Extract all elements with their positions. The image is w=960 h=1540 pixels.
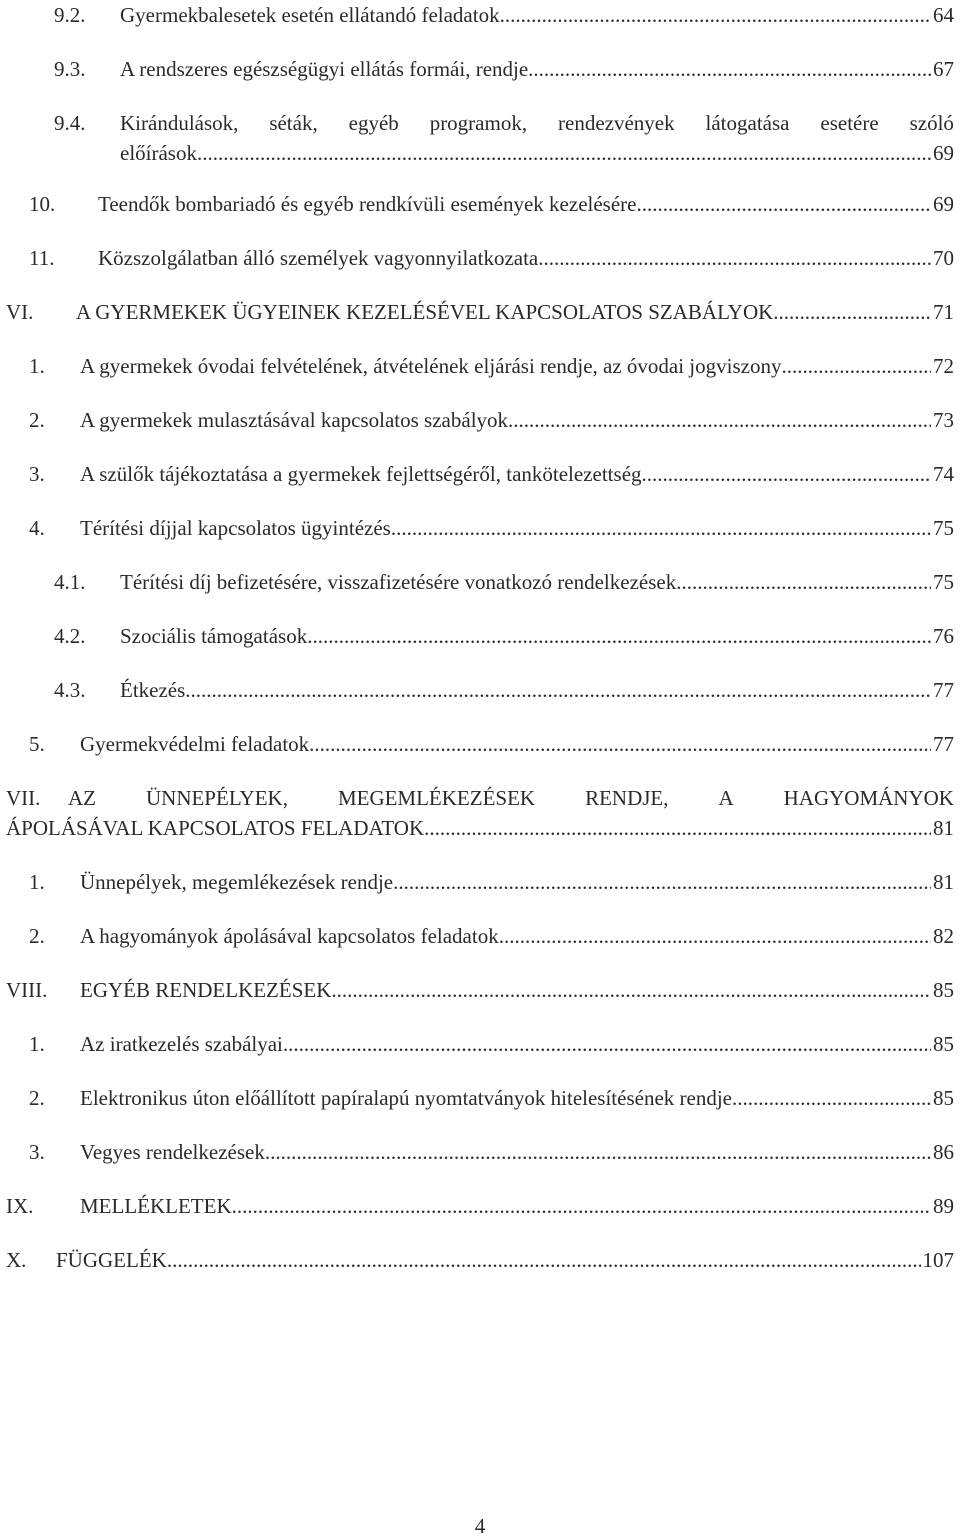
- toc-entry-page: 69: [933, 192, 954, 216]
- dot-leader: [185, 675, 931, 705]
- toc-entry-number: 4.2.: [54, 624, 86, 648]
- toc-entry-title: EGYÉB RENDELKEZÉSEK: [80, 978, 332, 1002]
- toc-entry-number: 1.: [29, 354, 45, 378]
- toc-entry-page: 75: [933, 516, 954, 540]
- toc-entry[interactable]: [0, 513, 960, 543]
- toc-entry[interactable]: [0, 0, 960, 30]
- toc-entry-number: 1.: [29, 870, 45, 894]
- title-word: AZ: [68, 786, 96, 810]
- toc-entry-page: 81: [933, 870, 954, 894]
- toc-entry-title: MELLÉKLETEK: [80, 1194, 232, 1218]
- toc-entry-page: 85: [933, 1032, 954, 1056]
- toc-entry[interactable]: [0, 1083, 960, 1113]
- toc-entry-title: Az iratkezelés szabályai: [80, 1032, 283, 1056]
- title-word: A: [718, 786, 734, 810]
- toc-entry-title: Térítési díj befizetésére, visszafizetésére vonatkozó rendelkezések: [120, 570, 677, 594]
- toc-entry[interactable]: [0, 867, 960, 897]
- dot-leader: [265, 1137, 931, 1167]
- toc-entry[interactable]: [0, 921, 960, 951]
- title-word: Kirándulások,: [120, 111, 239, 135]
- title-word: látogatása: [705, 111, 790, 135]
- toc-entry-page: 85: [933, 978, 954, 1002]
- toc-entry-title: ÁPOLÁSÁVAL KAPCSOLATOS FELADATOK: [6, 816, 425, 840]
- toc-entry-number: 9.3.: [54, 57, 86, 81]
- toc-entry-number: 5.: [29, 732, 45, 756]
- toc-entry-continuation[interactable]: [0, 138, 960, 168]
- toc-entry-number: 4.3.: [54, 678, 86, 702]
- toc-entry-number: VI.: [6, 300, 34, 324]
- toc-entry-page: 64: [933, 3, 954, 27]
- toc-entry-title: Gyermekbalesetek esetén ellátandó feladatok: [120, 3, 500, 27]
- toc-entry-number: 4.1.: [54, 570, 86, 594]
- title-word: séták,: [269, 111, 318, 135]
- toc-entry-number: 4.: [29, 516, 45, 540]
- toc-entry[interactable]: [0, 297, 960, 327]
- toc-entry[interactable]: [0, 351, 960, 381]
- toc-entry[interactable]: [0, 1029, 960, 1059]
- toc-entry-title: Gyermekvédelmi feladatok: [80, 732, 310, 756]
- toc-entry-title: A gyermekek mulasztásával kapcsolatos szabályok: [80, 408, 509, 432]
- dot-leader: [676, 567, 931, 597]
- toc-entry-title: előírások: [120, 141, 197, 165]
- toc-entry[interactable]: [0, 405, 960, 435]
- toc-entry[interactable]: [0, 729, 960, 759]
- toc-entry-number: 3.: [29, 1140, 45, 1164]
- toc-entry-title: Vegyes rendelkezések: [80, 1140, 265, 1164]
- toc-entry-page: 82: [933, 924, 954, 948]
- dot-leader: [307, 621, 931, 651]
- toc-entry-number: X.: [6, 1248, 27, 1272]
- toc-entry-number: 2.: [29, 408, 45, 432]
- title-word: rendezvények: [558, 111, 675, 135]
- toc-entry-title: A GYERMEKEK ÜGYEINEK KEZELÉSÉVEL KAPCSOLATOS SZABÁLYOK: [76, 300, 774, 324]
- toc-entry-number: VIII.: [6, 978, 48, 1002]
- dot-leader: [424, 813, 931, 843]
- toc-entry-title: A szülők tájékoztatása a gyermekek fejlettségéről, tankötelezettség: [80, 462, 642, 486]
- dot-leader: [528, 54, 931, 84]
- toc-entry-number: 1.: [29, 1032, 45, 1056]
- toc-entry-page: 74: [933, 462, 954, 486]
- dot-leader: [309, 729, 931, 759]
- toc-entry[interactable]: [0, 783, 960, 813]
- toc-entry-page: 73: [933, 408, 954, 432]
- toc-entry-number: 11.: [29, 246, 55, 270]
- toc-entry[interactable]: [0, 1137, 960, 1167]
- dot-leader: [232, 1191, 931, 1221]
- title-word: ÜNNEPÉLYEK,: [145, 786, 288, 810]
- dot-leader: [283, 1029, 931, 1059]
- toc-entry-page: 89: [933, 1194, 954, 1218]
- toc-entry-continuation[interactable]: [0, 813, 960, 843]
- dot-leader: [642, 459, 931, 489]
- toc-entry-page: 75: [933, 570, 954, 594]
- toc-entry-title: FÜGGELÉK: [56, 1248, 167, 1272]
- toc-entry-page: 85: [933, 1086, 954, 1110]
- dot-leader: [499, 921, 931, 951]
- toc-entry[interactable]: [0, 621, 960, 651]
- toc-entry-title-line1: [68, 783, 954, 813]
- page-number: 4: [474, 1514, 486, 1538]
- title-word: MEGEMLÉKEZÉSEK: [337, 786, 536, 810]
- dot-leader: [732, 1083, 931, 1113]
- dot-leader: [773, 297, 931, 327]
- dot-leader: [500, 0, 931, 30]
- toc-entry-title: Ünnepélyek, megemlékezések rendje: [80, 870, 394, 894]
- toc-entry-number: 10.: [29, 192, 56, 216]
- toc-entry[interactable]: [0, 675, 960, 705]
- toc-entry-page: 67: [933, 57, 954, 81]
- toc-entry-title: A hagyományok ápolásával kapcsolatos feladatok: [80, 924, 499, 948]
- toc-entry[interactable]: [0, 1191, 960, 1221]
- toc-entry[interactable]: [0, 108, 960, 138]
- toc-entry[interactable]: [0, 1245, 960, 1275]
- toc-entry[interactable]: [0, 567, 960, 597]
- toc-entry-number: 2.: [29, 924, 45, 948]
- toc-entry-title: Szociális támogatások: [120, 624, 308, 648]
- toc-entry-number: 9.2.: [54, 3, 86, 27]
- dot-leader: [538, 243, 931, 273]
- toc-entry-page: 71: [933, 300, 954, 324]
- toc-entry-title: Térítési díjjal kapcsolatos ügyintézés: [80, 516, 391, 540]
- toc-entry-page: 86: [933, 1140, 954, 1164]
- dot-leader: [167, 1245, 921, 1275]
- toc-entry-page: 77: [933, 678, 954, 702]
- toc-entry-title: A gyermekek óvodai felvételének, átvételének eljárási rendje, az óvodai jogviszony: [80, 354, 782, 378]
- dot-leader: [781, 351, 931, 381]
- toc-entry-page: 72: [933, 354, 954, 378]
- toc-entry[interactable]: [0, 459, 960, 489]
- dot-leader: [197, 138, 931, 168]
- toc-entry-number: IX.: [6, 1194, 34, 1218]
- toc-entry-page: 76: [933, 624, 954, 648]
- toc-entry-page: 69: [933, 141, 954, 165]
- toc-entry-title: A rendszeres egészségügyi ellátás formái, rendje: [120, 57, 529, 81]
- title-word: HAGYOMÁNYOK: [783, 786, 954, 810]
- toc-entry-number: 2.: [29, 1086, 45, 1110]
- toc-entry[interactable]: [0, 189, 960, 219]
- toc-entry-number: 3.: [29, 462, 45, 486]
- toc-entry-number: VII.: [6, 786, 41, 810]
- dot-leader: [391, 513, 931, 543]
- toc-entry-title: Közszolgálatban álló személyek vagyonnyilatkozata: [98, 246, 539, 270]
- toc-entry-page: 107: [922, 1248, 954, 1272]
- toc-entry[interactable]: [0, 54, 960, 84]
- toc-entry-page: 70: [933, 246, 954, 270]
- dot-leader: [393, 867, 931, 897]
- toc-entry-number: 9.4.: [54, 111, 86, 135]
- title-word: egyéb: [348, 111, 399, 135]
- title-word: szóló: [909, 111, 954, 135]
- toc-entry[interactable]: [0, 975, 960, 1005]
- toc-entry-title-line1: [120, 108, 954, 138]
- dot-leader: [331, 975, 931, 1005]
- title-word: programok,: [429, 111, 528, 135]
- title-word: RENDJE,: [585, 786, 669, 810]
- toc-entry-title: Elektronikus úton előállított papíralapú nyomtatványok hitelesítésének rendje: [80, 1086, 732, 1110]
- dot-leader: [636, 189, 931, 219]
- toc-entry[interactable]: [0, 243, 960, 273]
- toc-entry-title: Teendők bombariadó és egyéb rendkívüli események kezelésére: [98, 192, 637, 216]
- dot-leader: [508, 405, 931, 435]
- toc-entry-title: Étkezés: [120, 678, 186, 702]
- toc-entry-page: 81: [933, 816, 954, 840]
- toc-entry-page: 77: [933, 732, 954, 756]
- title-word: esetére: [820, 111, 879, 135]
